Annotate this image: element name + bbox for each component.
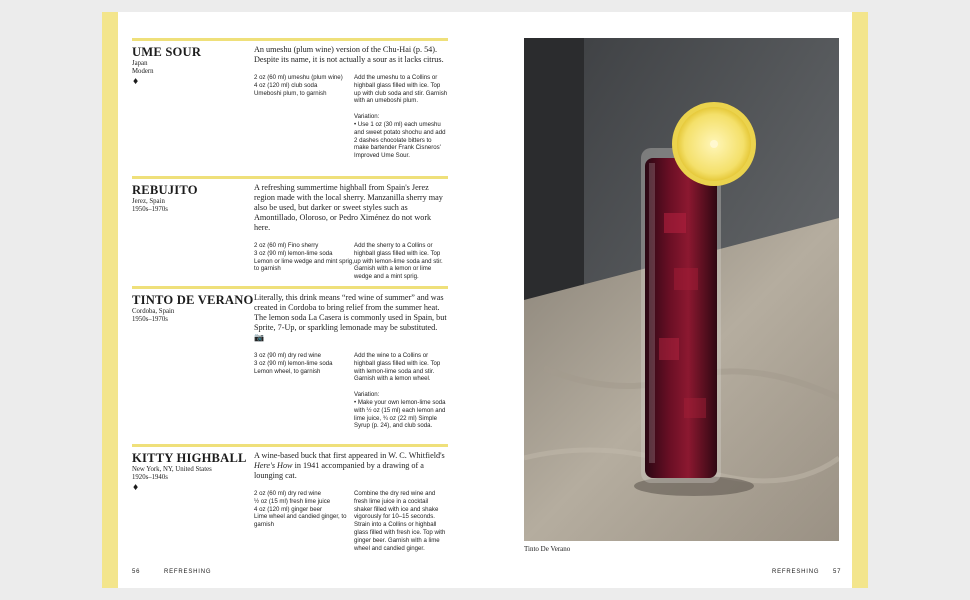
recipe-intro: An umeshu (plum wine) version of the Chu-Hai (p. 54). Despite its name, it is not actually a sour as it lacks citrus. [254, 45, 444, 64]
ingredient: 2 oz (60 ml) dry red wine [254, 490, 322, 497]
ingredient: Umeboshi plum, to garnish [254, 89, 327, 97]
ingredient: Lemon or lime wedge and mint sprig, to garnish [254, 257, 354, 273]
cocktail-photo [524, 38, 839, 541]
recipe-title: KITTY HIGHBALL [132, 451, 247, 465]
variation-title: Variation: [354, 391, 380, 399]
ingredient-list [254, 242, 354, 281]
right-section-label: REFRESHING [772, 569, 820, 575]
recipe-method: Add the sherry to a Collins or highball glass filled with ice. Top up with lemon-lime soda and stir. Garnish with a lemon or lime wedge and a mint sprig. [354, 242, 443, 281]
ingredient-list [254, 352, 354, 430]
recipe-origin: New York, NY, United States [132, 466, 212, 473]
recipe-ume-sour [132, 38, 448, 160]
book-title: Here's How [254, 461, 293, 470]
right-page-number: 57 [833, 569, 842, 575]
photo-caption: Tinto De Verano [524, 545, 571, 553]
recipe-era: 1950s–1970s [132, 206, 168, 213]
ingredient: 4 oz (120 ml) club soda [254, 81, 318, 89]
recipe-origin: Cordoba, Spain [132, 308, 175, 315]
variation-title: Variation: [354, 113, 380, 121]
tinto-de-verano-illustration [524, 38, 839, 541]
ingredient-list [254, 74, 354, 160]
section-rule [132, 444, 448, 447]
section-rule [132, 38, 448, 41]
recipe-origin: Japan [132, 60, 148, 67]
recipe-intro [254, 451, 448, 481]
ingredient: 2 oz (60 ml) umeshu (plum wine) [254, 74, 343, 81]
intro-text: A wine-based buck that first appeared in W. C. Whitfield's [254, 451, 445, 460]
recipe-method: Add the umeshu to a Collins or highball glass filled with ice. Top up with club soda and stir. Garnish with an umeboshi plum. [354, 74, 448, 105]
glass-icon: ♦ [132, 483, 140, 492]
recipe-tinto-de-verano [132, 286, 448, 430]
left-section-label: REFRESHING [164, 569, 212, 575]
recipe-intro: Literally, this drink means “red wine of summer” and was created in Cordoba to bring relief from the summer heat. The lemon soda La Casera is commonly used in Spain, but Sprite, 7-Up, or sparkling lemonade may be substituted. 📷 [254, 293, 447, 342]
recipe-era: 1950s–1970s [132, 316, 168, 323]
ingredient: 3 oz (90 ml) lemon-lime soda [254, 359, 333, 367]
recipe-title: REBUJITO [132, 183, 198, 197]
ingredient: 3 oz (90 ml) lemon-lime soda [254, 249, 333, 257]
recipe-era: 1920s–1940s [132, 474, 168, 481]
section-rule [132, 286, 448, 289]
recipe-origin: Jerez, Spain [132, 198, 165, 205]
variation-text: • Make your own lemon-lime soda with ½ oz (15 ml) each lemon and lime juice, ¾ oz (22 ml) Simple Syrup (p. 24), and club soda. [354, 398, 446, 430]
ingredient: 4 oz (120 ml) ginger beer [254, 505, 323, 513]
intro-text: in 1941 accompanied by a drawing of a lounging cat. [254, 461, 424, 480]
recipe-method: Add the wine to a Collins or highball glass filled with ice. Top with lemon-lime soda and stir. Garnish with a lemon wheel. [354, 352, 441, 383]
section-rule [132, 176, 448, 179]
recipe-rebujito [132, 176, 448, 281]
recipe-title: TINTO DE VERANO [132, 293, 254, 307]
recipe-title: UME SOUR [132, 45, 202, 59]
ingredient: ½ oz (15 ml) fresh lime juice [254, 497, 331, 505]
variation-text: • Use 1 oz (30 ml) each umeshu and sweet potato shochu and add 2 dashes chocolate bitters to make bartender Frank Cisneros' Improved Ume Sour. [354, 120, 446, 160]
recipe-kitty-highball [132, 444, 448, 552]
glass-icon: ♦ [132, 77, 140, 86]
ingredient: Lime wheel and candied ginger, to garnish [254, 513, 347, 529]
ingredient: 2 oz (60 ml) Fino sherry [254, 242, 319, 249]
ingredient: 3 oz (90 ml) dry red wine [254, 352, 322, 359]
left-page-edge [102, 12, 118, 588]
right-page-edge [852, 12, 868, 588]
ingredient: Lemon wheel, to garnish [254, 367, 321, 375]
recipe-era: Modern [132, 68, 154, 75]
left-page-number: 56 [132, 569, 141, 575]
recipe-intro: A refreshing summertime highball from Spain's Jerez region made with the local sherry. Manzanilla sherry may also be used, but darker or sweet styles such as Amontillado, Oloroso, or Pedro Ximénez do not work here. [254, 183, 443, 232]
ingredient-list [254, 490, 354, 552]
recipe-method: Combine the dry red wine and fresh lime juice in a cocktail shaker filled with ice and shake vigorously for 10–15 seconds. Strain into a Collins or highball glass filled with fresh ice. Top with ginger beer. Garnish with a lime wheel and candied ginger. [354, 490, 446, 552]
